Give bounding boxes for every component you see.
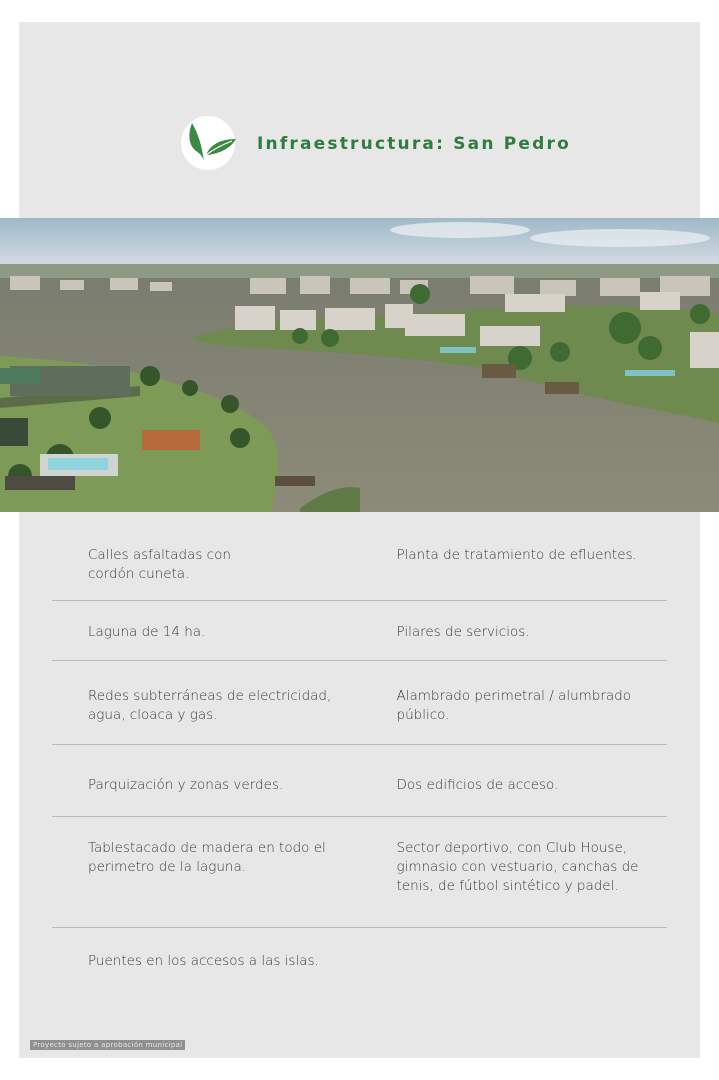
features-list — [52, 540, 667, 1018]
footnote: Proyecto sujeto a aprobación municipal — [30, 1040, 185, 1050]
feature-item: Tablestacado de madera en todo el perimetro de la laguna. — [88, 840, 326, 875]
feature-item: Calles asfaltadas con cordón cuneta. — [88, 547, 231, 582]
feature-row — [52, 745, 667, 817]
feature-item — [360, 952, 668, 1018]
feature-row — [52, 601, 667, 661]
feature-item: Laguna de 14 ha. — [88, 624, 206, 640]
feature-item: Planta de tratamiento de efluentes. — [396, 547, 637, 563]
feature-row — [52, 928, 667, 1018]
leaf-icon — [180, 109, 240, 171]
feature-item: Dos edificios de acceso. — [396, 777, 559, 793]
feature-row — [52, 661, 667, 745]
aerial-lagoon-photo — [0, 218, 719, 512]
feature-item: Parquización y zonas verdes. — [88, 777, 284, 793]
feature-item: Sector deportivo, con Club House, gimnasio con vestuario, canchas de tenis, de fútbol sintético y padel. — [396, 840, 639, 894]
header — [19, 22, 700, 218]
feature-item: Redes subterráneas de electricidad, agua, cloaca y gas. — [88, 688, 332, 723]
feature-row — [52, 540, 667, 601]
feature-item: Pilares de servicios. — [396, 624, 530, 640]
page-title: Infraestructura: San Pedro — [257, 134, 571, 154]
feature-item: Puentes en los accesos a las islas. — [88, 953, 319, 969]
feature-row — [52, 817, 667, 928]
feature-item: Alambrado perimetral / alumbrado público. — [396, 688, 632, 723]
